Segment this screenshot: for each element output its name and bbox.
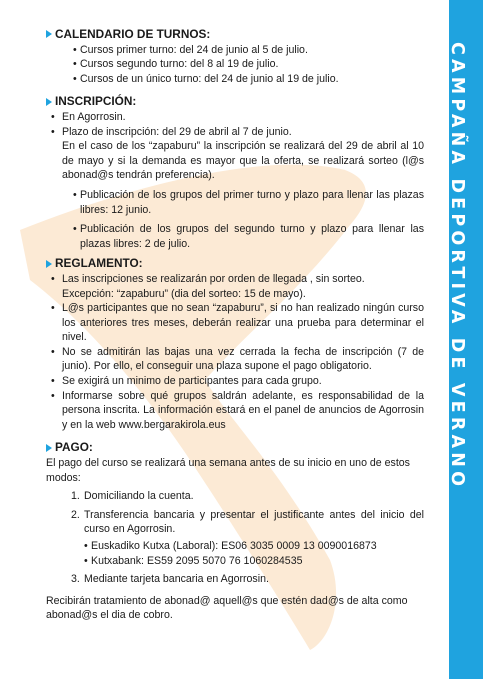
triangle-bullet-icon: [46, 30, 52, 38]
list-item: • Se exigirá un minimo de participantes para cada grupo.: [46, 374, 424, 389]
triangle-bullet-icon: [46, 98, 52, 106]
list-item: • Cursos segundo turno: del 8 al 19 de julio.: [73, 57, 424, 72]
publicacion-list: [46, 188, 424, 251]
triangle-bullet-icon: [46, 444, 52, 452]
option-number: 2.: [71, 508, 80, 521]
calendario-title: CALENDARIO DE TURNOS:: [55, 27, 211, 41]
list-item: [46, 489, 424, 504]
content: [46, 27, 424, 623]
option-text: Mediante tarjeta bancaria en Agorrosin.: [84, 573, 269, 586]
option-text: Domiciliando la cuenta.: [84, 490, 194, 503]
option-text: Transferencia bancaria y presentar el justificante antes del inicio del curso en Agorrosin.: [84, 508, 424, 536]
pago-title: PAGO:: [55, 440, 93, 455]
list-item: • Informarse sobre qué grupos saldrán adelante, es responsabilidad de la persona inscrita. La información estará en el panel de anuncios de Agorrosin y en la web www.bergarakirola.eus: [46, 389, 424, 433]
option-number: 3.: [71, 573, 80, 586]
bank-account: • Kutxabank: ES59 2095 5070 76 1060284535: [84, 554, 424, 569]
zapaburu-note: En el caso de los “zapaburu” la inscripción se realizará del 29 de abril al 10 de mayo y si la demanda es mayor que la oferta, se realizará sorteo (l@s abonad@s tendrán preferencia).: [62, 140, 424, 182]
plazo-text: • Plazo de inscripción: del 29 de abril al 7 de junio.: [62, 125, 292, 138]
inscripcion-heading: [46, 94, 424, 109]
option-number: 1.: [71, 490, 80, 503]
list-item: [46, 572, 424, 587]
rule-exception: Excepción: “zapaburu” (dia del sorteo: 15 de mayo).: [62, 287, 306, 300]
list-item: [46, 272, 424, 301]
list-item: [46, 125, 424, 183]
list-item: • No se admitirán las bajas una vez cerrada la fecha de inscripción (7 de junio). Por ello, el conseguir una plaza supone el pago obligatorio.: [46, 345, 424, 374]
reglamento-list: [46, 272, 424, 433]
reglamento-title: REGLAMENTO:: [55, 256, 143, 271]
list-item: • Cursos primer turno: del 24 de junio al 5 de julio.: [73, 43, 424, 58]
pago-intro: El pago del curso se realizará una semana antes de su inicio en uno de estos modos:: [46, 457, 410, 484]
list-item: • L@s participantes que no sean “zapaburu”, si no han realizado ningún curso los anteriores tres meses, deberán realizar una prueba para determinar el nivel.: [46, 301, 424, 345]
list-item: [46, 508, 424, 568]
list-item: • Cursos de un único turno: del 24 de junio al 19 de julio.: [73, 72, 424, 87]
list-item: • Publicación de los grupos del primer turno y plazo para llenar las plazas libres: 12 junio.: [73, 188, 424, 217]
inscripcion-list: [46, 110, 424, 183]
sidebar-title: CAMPAÑA DEPORTIVA DE VERANO: [447, 42, 467, 491]
list-item: • En Agorrosin.: [46, 110, 424, 125]
reglamento-heading: [46, 256, 424, 271]
calendario-heading: [46, 27, 424, 42]
calendario-list: [46, 43, 424, 87]
rule-text: • Las inscripciones se realizarán por orden de llegada , sin sorteo.: [62, 272, 365, 285]
pago-footer: Recibirán tratamiento de abonad@ aquell@s que estén dad@s de alta como abonad@s el dia de cobro.: [46, 594, 408, 622]
bank-accounts: [84, 539, 424, 568]
triangle-bullet-icon: [46, 260, 52, 268]
inscripcion-title: INSCRIPCIÓN:: [55, 94, 137, 109]
pago-options: [46, 489, 424, 587]
list-item: • Publicación de los grupos del segundo turno y plazo para llenar las plazas libres: 2 de julio.: [73, 222, 424, 251]
pago-heading: [46, 440, 424, 455]
bank-account: • Euskadiko Kutxa (Laboral): ES06 3035 0009 13 0090016873: [84, 539, 424, 554]
